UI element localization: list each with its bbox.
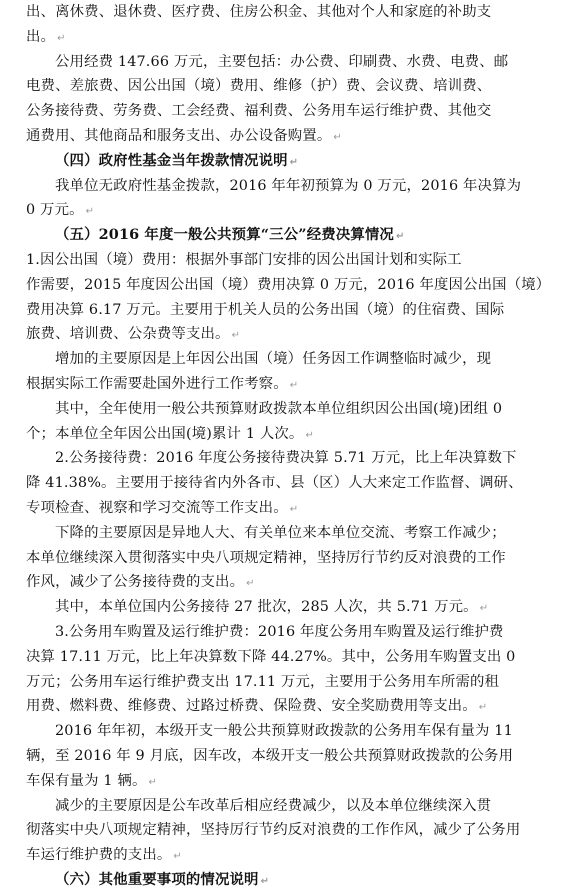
text-line	[26, 298, 571, 323]
line-text: 本单位继续深入贯彻落实中央八项规定精神，坚持厉行节约反对浪费的工作	[26, 549, 506, 566]
line-text: 增加的主要原因是上年因公出国（境）任务因工作调整临时减少，现	[55, 351, 492, 368]
text-line	[26, 496, 571, 521]
line-text: （五）2016 年度一般公共预算“三公”经费决算情况	[55, 226, 394, 244]
paragraph-mark-icon: ↵	[260, 875, 270, 887]
line-text: 车运行维护费的支出。	[26, 847, 172, 864]
line-text: 0 万元。	[26, 202, 84, 219]
text-line	[26, 719, 571, 744]
text-line	[26, 248, 571, 273]
text-line	[26, 546, 571, 571]
text-line	[26, 198, 571, 223]
text-line	[26, 0, 571, 25]
text-line	[26, 818, 571, 843]
line-text: 通费用、其他商品和服务支出、办公设备购置。	[26, 127, 332, 144]
text-line	[26, 645, 571, 670]
line-text: 旅费、培训费、公杂费等支出。	[26, 326, 230, 343]
text-line	[26, 521, 571, 546]
paragraph-mark-icon: ↵	[57, 32, 66, 44]
line-text: 决算 17.11 万元，比上年决算数下降 44.27%。其中，公务用车购置支出 0	[26, 648, 516, 665]
text-line	[26, 174, 571, 199]
section-heading	[26, 149, 571, 174]
paragraph-mark-icon: ↵	[173, 851, 182, 863]
text-line	[26, 25, 571, 50]
line-text: 辆，至 2016 年 9 月底，因车改，本级开支一般公共预算财政拨款的公务用	[26, 747, 514, 764]
paragraph-mark-icon: ↵	[289, 156, 299, 168]
line-text: 作需要，2015 年度因公出国（境）费用决算 0 万元，2016 年度因公出国（境）	[26, 276, 551, 293]
line-text: 费用决算 6.17 万元。主要用于机关人员的公务出国（境）的住宿费、国际	[26, 301, 505, 318]
paragraph-mark-icon: ↵	[395, 231, 405, 243]
paragraph-mark-icon: ↵	[289, 379, 299, 391]
line-text: 公用经费 147.66 万元，主要包括：办公费、印刷费、水费、电费、邮	[55, 53, 509, 70]
paragraph-mark-icon: ↵	[231, 330, 241, 342]
line-text: 下降的主要原因是异地人大、有关单位来本单位交流、考察工作减少；	[55, 524, 506, 541]
line-text: 其中，全年使用一般公共预算财政拨款本单位组织因公出国(境)团组 0	[55, 400, 503, 417]
line-text: 减少的主要原因是公车改革后相应经费减少，以及本单位继续深入贯	[55, 797, 492, 814]
text-line	[26, 570, 571, 595]
line-text: 2.公务接待费：2016 年度公务接待费决算 5.71 万元，比上年决算数下	[55, 450, 517, 467]
text-line	[26, 744, 571, 769]
text-line	[26, 74, 571, 99]
paragraph-mark-icon: ↵	[289, 503, 299, 515]
line-text: 2016 年年初，本级开支一般公共预算财政拨款的公务用车保有量为 11	[55, 723, 513, 740]
document-body	[26, 0, 571, 893]
line-text: 彻落实中央八项规定精神，坚持厉行节约反对浪费的工作作风，减少了公务用	[26, 822, 521, 839]
paragraph-mark-icon: ↵	[85, 206, 95, 218]
paragraph-mark-icon: ↵	[305, 429, 315, 441]
text-line	[26, 446, 571, 471]
text-line	[26, 372, 571, 397]
paragraph-mark-icon: ↵	[148, 776, 158, 788]
paragraph-mark-icon: ↵	[246, 578, 255, 590]
line-text: 出。	[26, 28, 56, 45]
paragraph-mark-icon: ↵	[479, 603, 489, 615]
line-text: 车保有量为 1 辆。	[26, 772, 147, 789]
text-line	[26, 273, 571, 298]
line-text: 我单位无政府性基金拨款，2016 年年初预算为 0 万元，2016 年决算为	[55, 177, 522, 194]
line-text: 用费、燃料费、维修费、过路过桥费、保险费、安全奖励费用等支出。	[26, 698, 477, 715]
text-line	[26, 50, 571, 75]
line-text: 3.公务用车购置及运行维护费：2016 年度公务用车购置及运行维护费	[55, 623, 504, 640]
text-line	[26, 769, 571, 794]
text-line	[26, 694, 571, 719]
text-line	[26, 397, 571, 422]
text-line	[26, 322, 571, 347]
text-line	[26, 620, 571, 645]
line-text: 公务接待费、劳务费、工会经费、福利费、公务用车运行维护费、其他交	[26, 103, 492, 120]
line-text: 电费、差旅费、因公出国（境）费用、维修（护）费、会议费、培训费、	[26, 78, 492, 95]
paragraph-mark-icon: ↵	[478, 702, 488, 714]
section-heading	[26, 868, 571, 893]
text-line	[26, 794, 571, 819]
line-text: 专项检查、视察和学习交流等工作支出。	[26, 499, 288, 516]
section-heading	[26, 223, 571, 248]
text-line	[26, 471, 571, 496]
text-line	[26, 595, 571, 620]
text-line	[26, 124, 571, 149]
line-text: 出、离休费、退休费、医疗费、住房公积金、其他对个人和家庭的补助支	[26, 4, 492, 20]
line-text: 1.因公出国（境）费用：根据外事部门安排的因公出国计划和实际工	[26, 251, 462, 268]
line-text: （四）政府性基金当年拨款情况说明	[55, 151, 288, 169]
text-line	[26, 670, 571, 695]
line-text: （六）其他重要事项的情况说明	[55, 870, 259, 888]
text-line	[26, 99, 571, 124]
text-line	[26, 347, 571, 372]
paragraph-mark-icon: ↵	[333, 131, 342, 143]
line-text: 根据实际工作需要赴国外进行工作考察。	[26, 375, 288, 392]
text-line	[26, 422, 571, 447]
line-text: 万元；公务用车运行维护费支出 17.11 万元，主要用于公务用车所需的租	[26, 673, 500, 690]
line-text: 个；本单位全年因公出国(境)累计 1 人次。	[26, 425, 304, 442]
line-text: 降 41.38%。主要用于接待省内外各市、县（区）人大来定工作监督、调研、	[26, 475, 523, 492]
text-line	[26, 843, 571, 868]
line-text: 其中，本单位国内公务接待 27 批次，285 人次，共 5.71 万元。	[55, 599, 478, 616]
line-text: 作风，减少了公务接待费的支出。	[26, 574, 245, 591]
